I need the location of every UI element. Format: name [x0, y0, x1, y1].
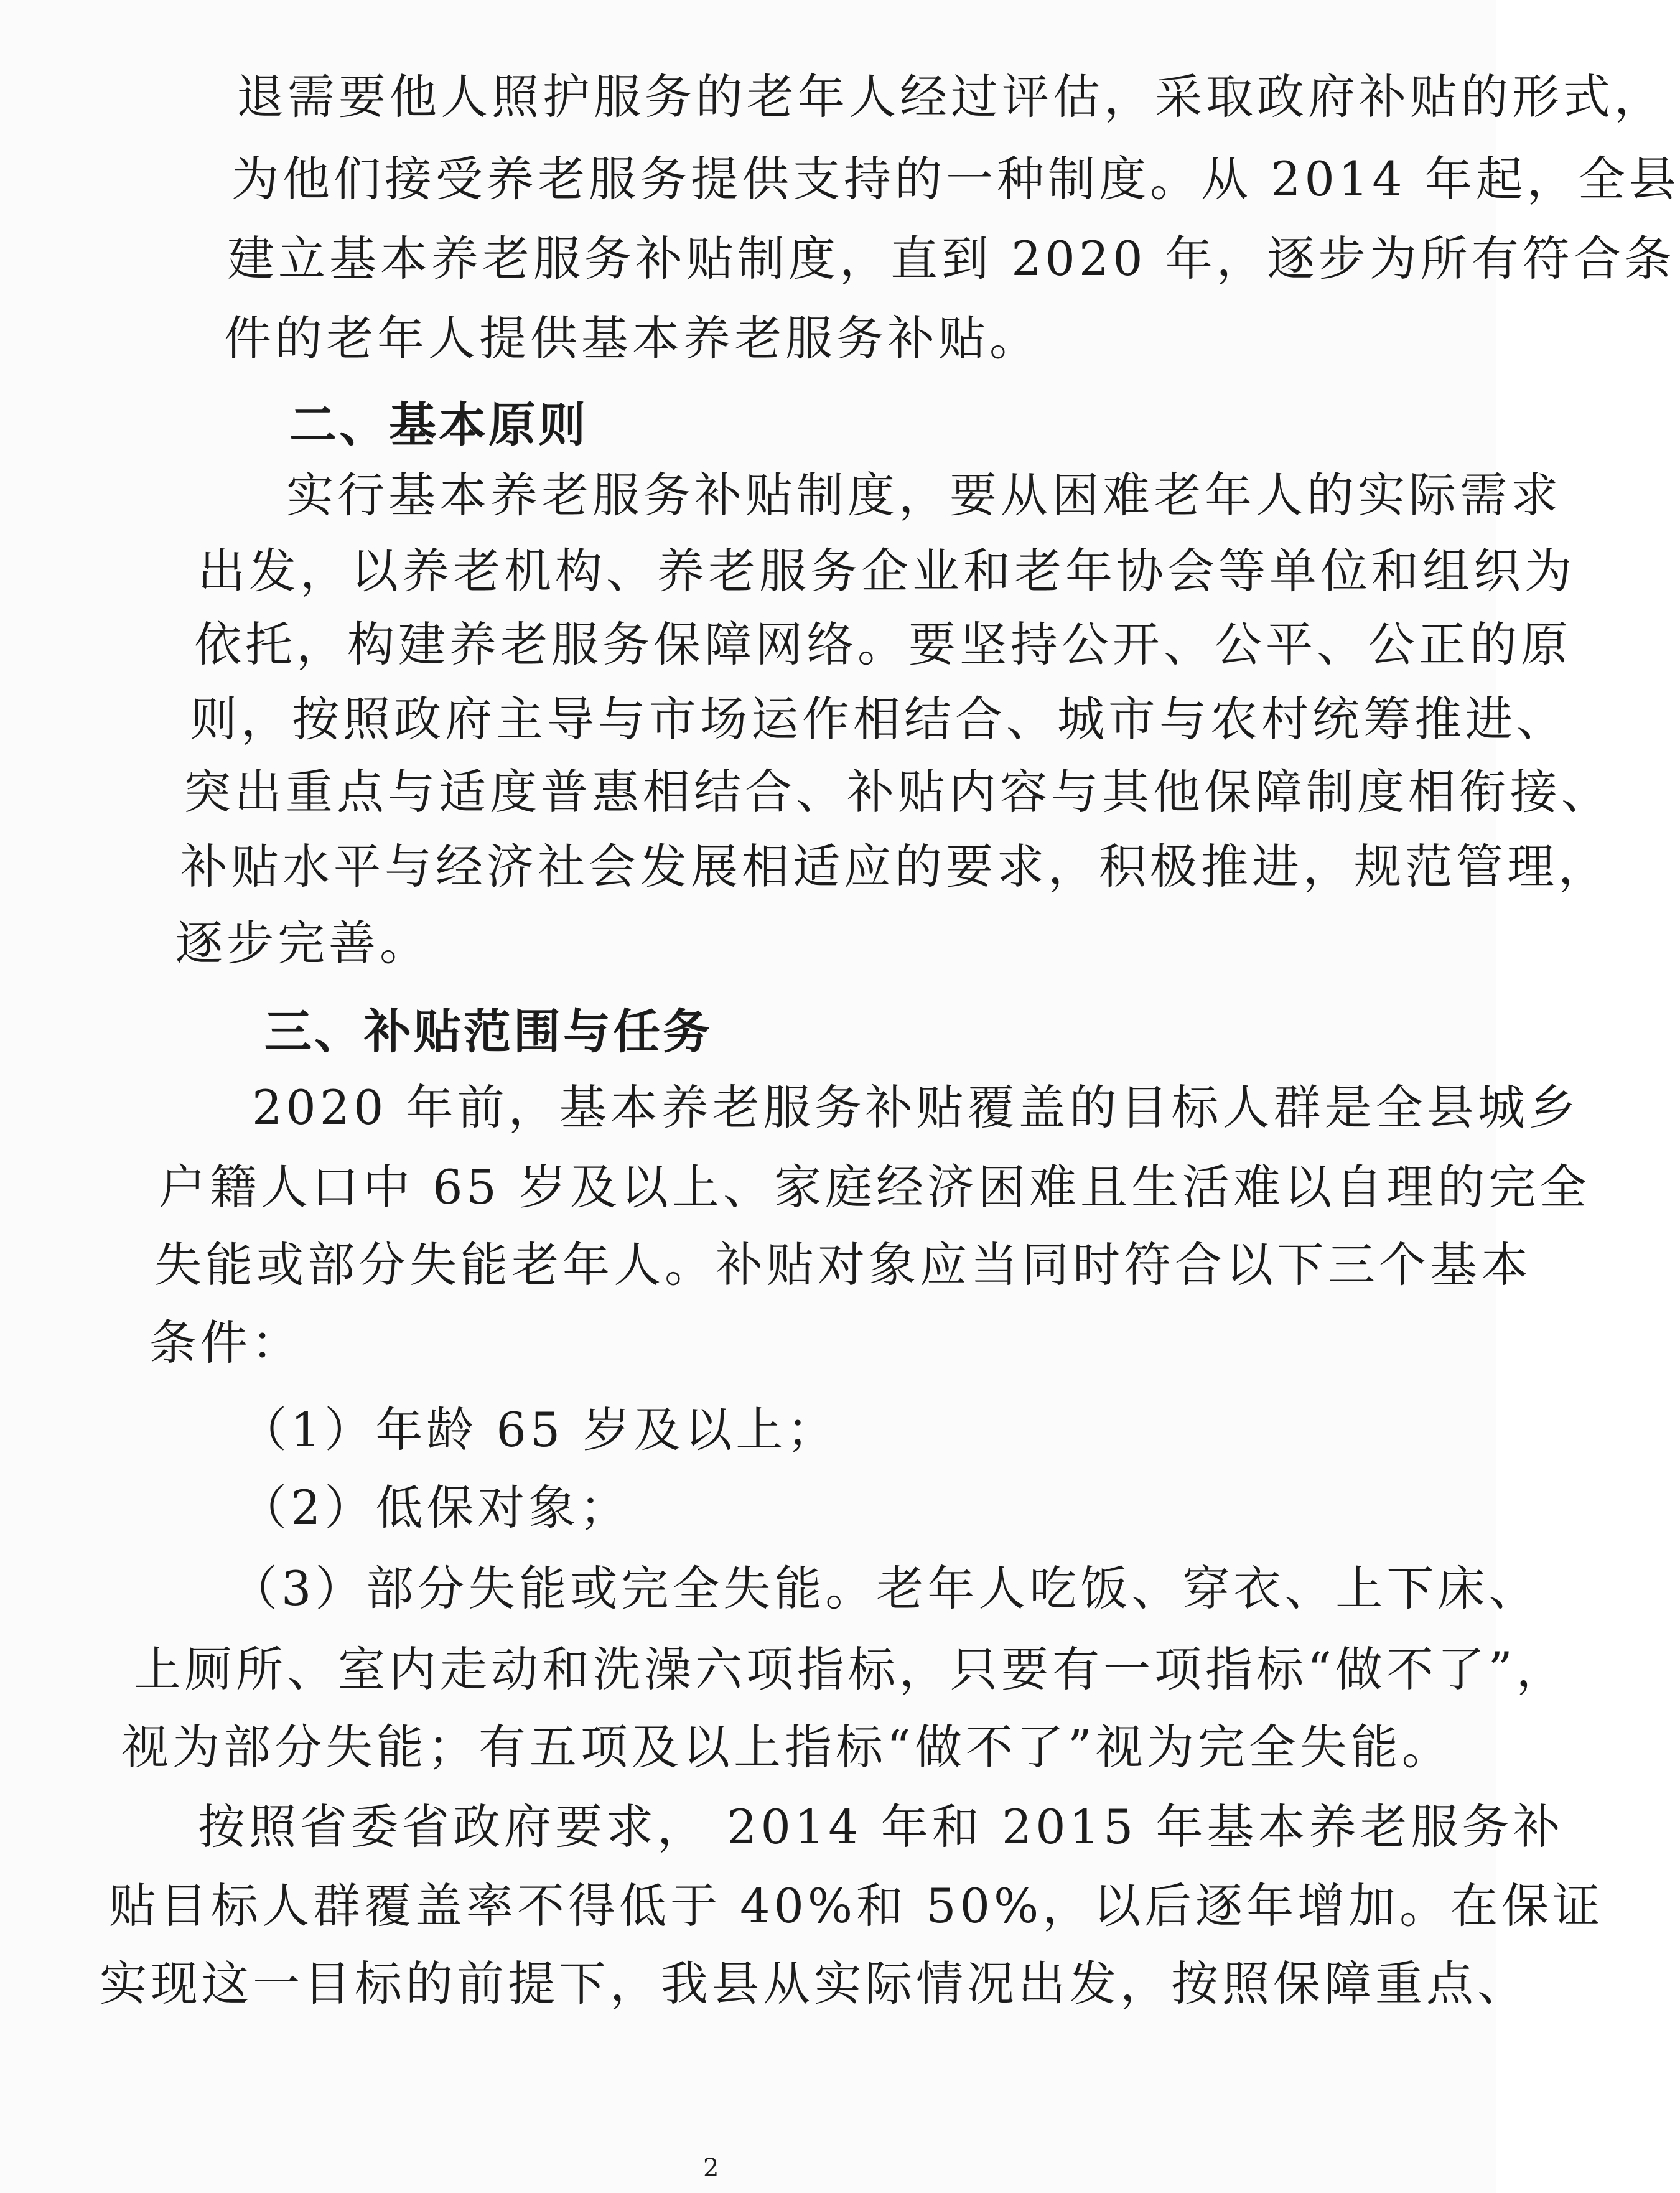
text-line-10: 突出重点与适度普惠相结合、补贴内容与其他保障制度相衔接、 [184, 764, 1612, 820]
text-line-22: 视为部分失能；有五项及以上指标“做不了”视为完全失能。 [121, 1719, 1453, 1775]
text-line-8: 依托，构建养老服务保障网络。要坚持公开、公平、公正的原 [194, 617, 1572, 672]
text-line-25: 实现这一目标的前提下，我县从实际情况出发，按照保障重点、 [100, 1956, 1528, 2011]
text-line-4: 件的老年人提供基本养老服务补贴。 [224, 311, 1040, 366]
text-line-9: 则，按照政府主导与市场运作相结合、城市与农村统筹推进、 [190, 691, 1567, 747]
text-line-15: 户籍人口中 65 岁及以上、家庭经济困难且生活难以自理的完全 [159, 1159, 1591, 1215]
text-line-3: 建立基本养老服务补贴制度，直到 2020 年，逐步为所有符合条 [227, 231, 1676, 286]
text-line-16: 失能或部分失能老年人。补贴对象应当同时符合以下三个基本 [154, 1237, 1532, 1293]
text-line-6: 实行基本养老服务补贴制度，要从困难老年人的实际需求 [286, 467, 1562, 523]
text-line-2: 为他们接受养老服务提供支持的一种制度。从 2014 年起，全县 [231, 151, 1680, 207]
condition-item-2: （2）低保对象； [240, 1480, 631, 1535]
section-heading-2: 二、基本原则 [289, 397, 588, 452]
text-line-12: 逐步完善。 [175, 915, 431, 971]
page-number: 2 [703, 2154, 719, 2182]
text-line-23: 按照省委省政府要求， 2014 年和 2015 年基本养老服务补 [198, 1799, 1564, 1854]
condition-item-3: （3）部分失能或完全失能。老年人吃饭、穿衣、上下床、 [230, 1561, 1540, 1616]
text-line-21: 上厕所、室内走动和洗澡六项指标，只要有一项指标“做不了”， [134, 1642, 1567, 1697]
text-line-7: 出发，以养老机构、养老服务企业和老年协会等单位和组织为 [198, 543, 1575, 599]
condition-item-1: （1）年龄 65 岁及以上； [240, 1402, 838, 1457]
text-line-14: 2020 年前，基本养老服务补贴覆盖的目标人群是全县城乡 [252, 1080, 1580, 1135]
text-line-11: 补贴水平与经济社会发展相适应的要求，积极推进，规范管理， [180, 839, 1609, 894]
text-line-1: 退需要他人照护服务的老年人经过评估，采取政府补贴的形式， [236, 69, 1665, 124]
section-heading-3: 三、补贴范围与任务 [264, 1004, 712, 1059]
text-line-17: 条件： [149, 1315, 302, 1370]
text-line-24: 贴目标人群覆盖率不得低于 40%和 50%，以后逐年增加。在保证 [109, 1878, 1604, 1933]
